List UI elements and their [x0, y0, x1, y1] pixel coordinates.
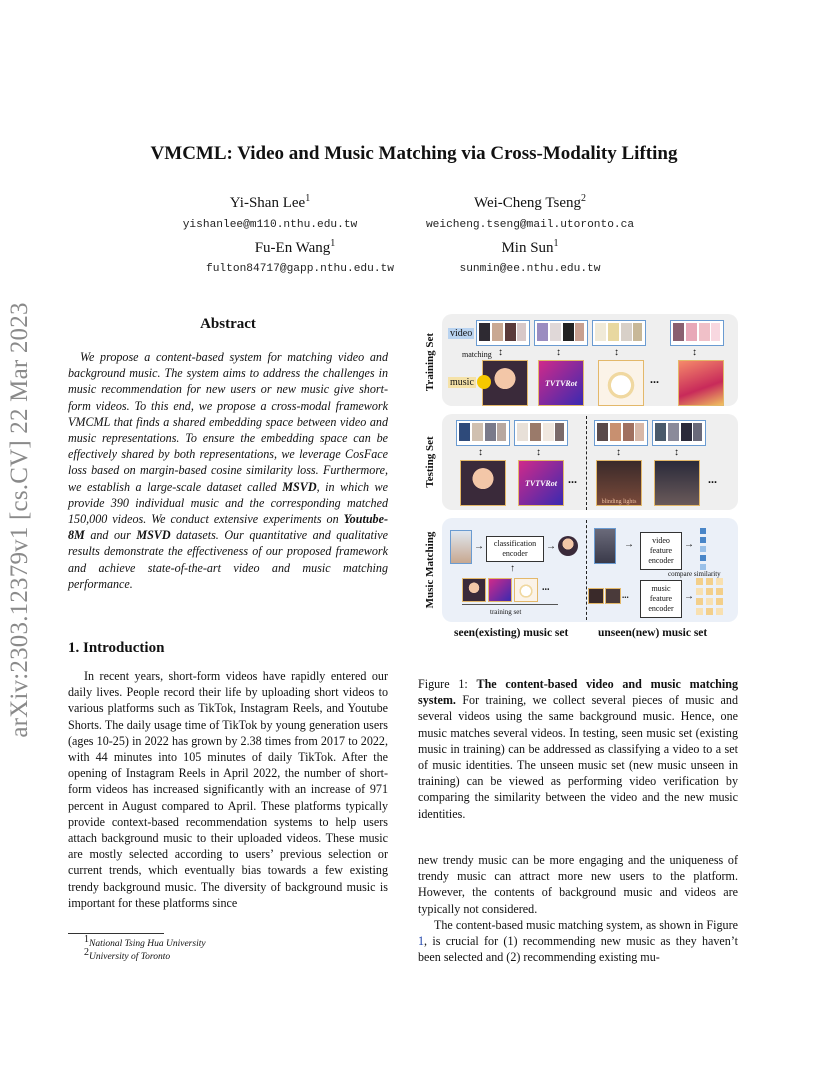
predicted-music	[558, 536, 578, 556]
figure-link[interactable]: 1	[418, 934, 425, 949]
arxiv-stamp-text: arXiv:2303.12379v1 [cs.CV] 22 Mar 2023	[6, 302, 33, 738]
author-3-email: fulton84717@gapp.nthu.edu.tw	[206, 263, 394, 275]
right-paragraph-1: new trendy music can be more engaging and the uniqueness of trendy music can attract more new users to the platform. However, the contents of background music and videos are typically not considered.	[418, 853, 738, 916]
video-thumb-strip	[670, 320, 724, 346]
music-cover	[482, 360, 528, 406]
music-cover	[678, 360, 724, 406]
unseen-set-label: unseen(new) music set	[598, 627, 708, 639]
footnote-1: 1National Tsing Hua University	[84, 933, 206, 949]
abstract-heading: Abstract	[200, 316, 256, 332]
music-cover	[488, 578, 512, 602]
abstract-text: We propose a content-based system for matching video and background music. The system aims to address the challenges in music recommendation for new users or new music give short-form videos. To this end, we propose a cross-modal framework VMCML that finds a shared embedding space between video and music representations. To ensure the embedding space can be effectively shared by both representations, we leverage CosFace loss based on margin-based cosine similarity loss. Furthermore, we establish a large-scale dataset called MSVD, in which we provide 390 individual music and the corresponding matched 150,000 videos. We conduct extensive experiments on Youtube-8M and our MSVD datasets. Our quantitative and qualitative results demonstrate the effectiveness of our proposed framework and achieve state-of-the-art video and music matching performance.	[68, 350, 389, 591]
music-cover: TVTVRot	[518, 460, 564, 506]
paper-title: VMCML: Video and Music Matching via Cross-Modality Lifting	[150, 143, 678, 164]
ellipsis: ...	[708, 472, 717, 486]
music-cover	[588, 588, 604, 604]
training-set-caption: training set	[490, 608, 522, 616]
video-thumb-strip	[594, 420, 648, 446]
music-tag: music	[450, 377, 474, 388]
author-2: Wei-Cheng Tseng$^2$	[473, 193, 587, 211]
music-feature-encoder-box: music feature encoder	[640, 580, 682, 618]
seen-set-label: seen(existing) music set	[454, 627, 569, 639]
ellipsis: ...	[542, 582, 550, 593]
music-cover	[514, 578, 538, 602]
video-thumb-strip	[652, 420, 706, 446]
music-cover	[460, 460, 506, 506]
author-3: Fu-En Wang$^1$	[254, 238, 336, 256]
ellipsis: ...	[650, 372, 659, 386]
music-cover	[462, 578, 486, 602]
music-cover: TVTVRot	[538, 360, 584, 406]
intro-paragraph: In recent years, short-form videos have rapidly entered our daily lives. People record their life by uploading short videos to various platforms such as TikTok, Instagram Reels, and Youtube Shorts. The daily usage time of TikTok by young generation users (ages 10-25) in 2022 has grown by 2.38 times from 2017 to 2022, with 44 minutes into 105 minutes of daily TikTok. After the opening of Instagram Reels in April 2022, the number of short-form videos has increased significantly with an increase of 971 percent in August compared to April. These platforms typically provide context-based recommendation systems to help users attach background music to their uploaded videos. These music are mostly selected according to users’ previous selection or current trends, which eventually bias towards a few existing trendy background music. The diversity of background music is important for these platforms since	[68, 669, 388, 910]
video-thumb-strip	[456, 420, 510, 446]
music-cover	[654, 460, 700, 506]
video-feature-encoder-box: video feature encoder	[640, 532, 682, 570]
author-2-email: weicheng.tseng@mail.utoronto.ca	[425, 219, 635, 231]
matching-label: matching	[462, 350, 492, 359]
footnote-rule	[68, 933, 164, 934]
video-tag: video	[450, 328, 473, 339]
ellipsis: ...	[568, 472, 577, 486]
music-cover	[598, 360, 644, 406]
compare-similarity-label: compare similarity	[668, 570, 721, 578]
section-heading-introduction: 1. Introduction	[68, 640, 165, 656]
query-video	[450, 530, 472, 564]
author-4-email: sunmin@ee.nthu.edu.tw	[459, 263, 601, 275]
music-cover: blinding lights	[596, 460, 642, 506]
video-thumb-strip	[592, 320, 646, 346]
video-thumb-strip	[514, 420, 568, 446]
music-cover	[605, 588, 621, 604]
classification-encoder-box: classification encoder	[486, 536, 544, 562]
figure-1: Training Set video matching music ↕ ↕ ↕ ↕ TVTVRot ... Testing Set ↕ ↕ ↕ ↕ TVTVRot ... blinding lights ... Music Matching → classification encoder → ↑ ... training set → video feature encoder → compare similarity ... music feature encoder → seen(existing) music set unseen(new) music set	[418, 312, 738, 642]
video-thumb-strip	[534, 320, 588, 346]
footnote-2: 2University of Toronto	[84, 946, 171, 962]
video-thumb-strip	[476, 320, 530, 346]
figure-caption: Figure 1: The content-based video and music matching system. For training, we collect several pieces of music and several videos using the same background music. Hence, one music matches several videos. In testing, seen music set (existing music in training) can be addressed as classifying a video to a set of music identities. The unseen music set (new music unseen in training) can be viewed as performing video verification by comparing the similarity between the video and the new music identities.	[418, 677, 738, 821]
author-1-email: yishanlee@m110.nthu.edu.tw	[182, 219, 358, 231]
query-video	[594, 528, 616, 564]
ellipsis: ...	[622, 590, 629, 600]
right-paragraph-2: The content-based music matching system, as shown in Figure 1, is crucial for (1) recommending new music as they haven’t been selected and (2) recommending existing mu-	[418, 918, 738, 965]
author-4: Min Sun$^1$	[501, 238, 559, 256]
author-1: Yi-Shan Lee$^1$	[229, 193, 311, 211]
